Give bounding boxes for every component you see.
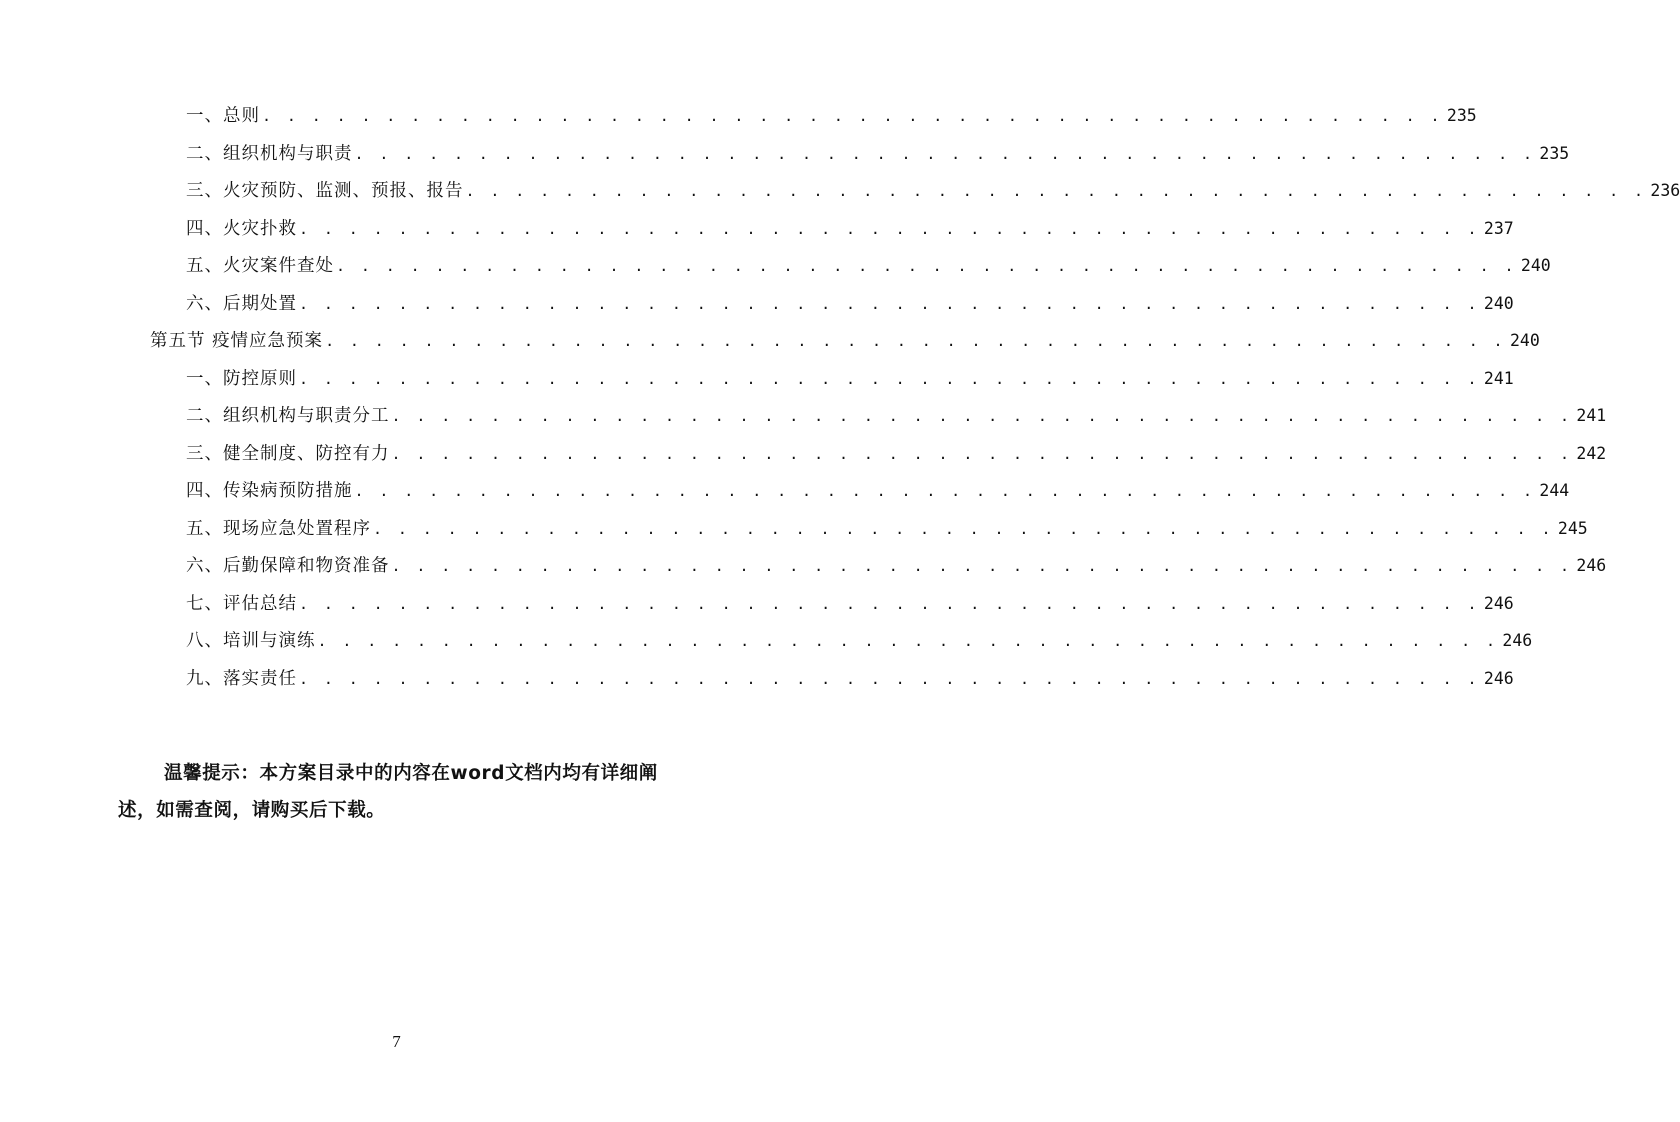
toc-leader-dots: . . . . . . . . . . . . . . . . . . . . . . . . . . . . . . . . . . . . . . . . . . . . . . . . [299, 219, 1480, 238]
toc-leader-dots: . . . . . . . . . . . . . . . . . . . . . . . . . . . . . . . . . . . . . . . . . . . . . . . . [391, 407, 1573, 425]
toc-leader-dots: . . . . . . . . . . . . . . . . . . . . . . . . . . . . . . . . . . . . . . . . . . . . . . . . [262, 107, 1443, 125]
toc-entry-page: 241 [1576, 406, 1607, 425]
toc-entry[interactable] [186, 289, 1514, 319]
toc-leader-dots: . . . . . . . . . . . . . . . . . . . . . . . . . . . . . . . . . . . . . . . . . . . . . . . . [465, 182, 1647, 200]
toc-entry-title: 七、评估总结 [186, 593, 297, 614]
toc-entry[interactable] [186, 589, 1514, 619]
toc-entry[interactable] [186, 551, 1607, 581]
toc-entry-title: 六、后勤保障和物资准备 [186, 556, 390, 576]
toc-entry-title: 八、培训与演练 [186, 631, 316, 651]
toc-entry-title: 二、组织机构与职责分工 [186, 406, 390, 426]
toc-entry-page: 235 [1446, 106, 1477, 125]
toc-entry-page: 246 [1502, 631, 1533, 650]
toc-entry[interactable] [186, 476, 1570, 506]
toc-entry-page: 246 [1483, 668, 1514, 688]
toc-leader-dots: . . . . . . . . . . . . . . . . . . . . . . . . . . . . . . . . . . . . . . . . . . . . . . . . [317, 632, 1499, 650]
toc-entry[interactable] [186, 214, 1514, 244]
toc-entry-title: 一、防控原则 [186, 368, 297, 389]
toc-entry-title: 五、火灾案件查处 [186, 256, 334, 276]
toc-leader-dots: . . . . . . . . . . . . . . . . . . . . . . . . . . . . . . . . . . . . . . . . . . . . . . . . [299, 594, 1480, 613]
toc-entry-title: 九、落实责任 [186, 668, 297, 689]
toc-entry-page: 235 [1539, 143, 1570, 163]
toc-entry-page: 236 [1650, 181, 1680, 200]
toc-entry[interactable] [186, 251, 1551, 281]
toc-leader-dots: . . . . . . . . . . . . . . . . . . . . . . . . . . . . . . . . . . . . . . . . . . . . . . . . [391, 557, 1573, 575]
toc-leader-dots: . . . . . . . . . . . . . . . . . . . . . . . . . . . . . . . . . . . . . . . . . . . . . . . . [373, 519, 1554, 538]
toc-entry-page: 241 [1483, 368, 1514, 388]
toc-entry-page: 240 [1509, 331, 1540, 350]
toc-leader-dots: . . . . . . . . . . . . . . . . . . . . . . . . . . . . . . . . . . . . . . . . . . . . . . . . [325, 332, 1506, 350]
toc-leader-dots: . . . . . . . . . . . . . . . . . . . . . . . . . . . . . . . . . . . . . . . . . . . . . . . . [299, 669, 1480, 688]
toc-entry-page: 245 [1557, 518, 1588, 538]
toc-entry[interactable] [186, 664, 1514, 694]
toc-section-entry[interactable] [150, 326, 1540, 356]
toc-entry-page: 240 [1520, 256, 1551, 275]
toc-entry-title: 二、组织机构与职责 [186, 143, 353, 164]
toc-leader-dots: . . . . . . . . . . . . . . . . . . . . . . . . . . . . . . . . . . . . . . . . . . . . . . . . [336, 257, 1517, 275]
toc-entry-page: 244 [1539, 481, 1570, 500]
toc-leader-dots: . . . . . . . . . . . . . . . . . . . . . . . . . . . . . . . . . . . . . . . . . . . . . . . . [299, 294, 1480, 313]
toc-leader-dots: . . . . . . . . . . . . . . . . . . . . . . . . . . . . . . . . . . . . . . . . . . . . . . . . [299, 369, 1480, 388]
toc-entry-title: 四、火灾扑救 [186, 218, 297, 239]
toc-entry-page: 246 [1576, 556, 1607, 575]
toc-entry-title: 一、总则 [186, 106, 260, 126]
toc-entry[interactable] [186, 514, 1588, 544]
toc-entry-title: 三、健全制度、防控有力 [186, 443, 390, 464]
toc-entry-title: 三、火灾预防、监测、预报、报告 [186, 181, 464, 201]
toc-leader-dots: . . . . . . . . . . . . . . . . . . . . . . . . . . . . . . . . . . . . . . . . . . . . . . . . [391, 444, 1573, 463]
toc-entry[interactable] [186, 401, 1607, 431]
toc-leader-dots: . . . . . . . . . . . . . . . . . . . . . . . . . . . . . . . . . . . . . . . . . . . . . . . . [354, 482, 1536, 500]
toc-entry-title: 第五节 疫情应急预案 [150, 331, 324, 351]
toc-entry[interactable] [186, 101, 1477, 131]
toc-entry[interactable] [186, 439, 1607, 469]
toc-entry-title: 五、现场应急处置程序 [186, 518, 371, 539]
toc-entry[interactable] [186, 176, 1680, 206]
toc-entry-title: 四、传染病预防措施 [186, 481, 353, 501]
download-notice: 温馨提示：本方案目录中的内容在word文档内均有详细阐述，如需查阅，请购买后下载。 [118, 762, 658, 821]
toc-entry[interactable] [186, 364, 1514, 394]
page-number: 7 [392, 1032, 401, 1051]
toc-leader-dots: . . . . . . . . . . . . . . . . . . . . . . . . . . . . . . . . . . . . . . . . . . . . . . . . [354, 144, 1536, 163]
toc-entry-page: 242 [1576, 443, 1607, 463]
toc-entry-title: 六、后期处置 [186, 293, 297, 314]
toc-entry-page: 240 [1483, 293, 1514, 313]
toc-entry[interactable] [186, 139, 1570, 169]
toc-entry[interactable] [186, 626, 1533, 656]
toc-entry-page: 237 [1483, 218, 1514, 238]
toc-entry-page: 246 [1483, 593, 1514, 613]
